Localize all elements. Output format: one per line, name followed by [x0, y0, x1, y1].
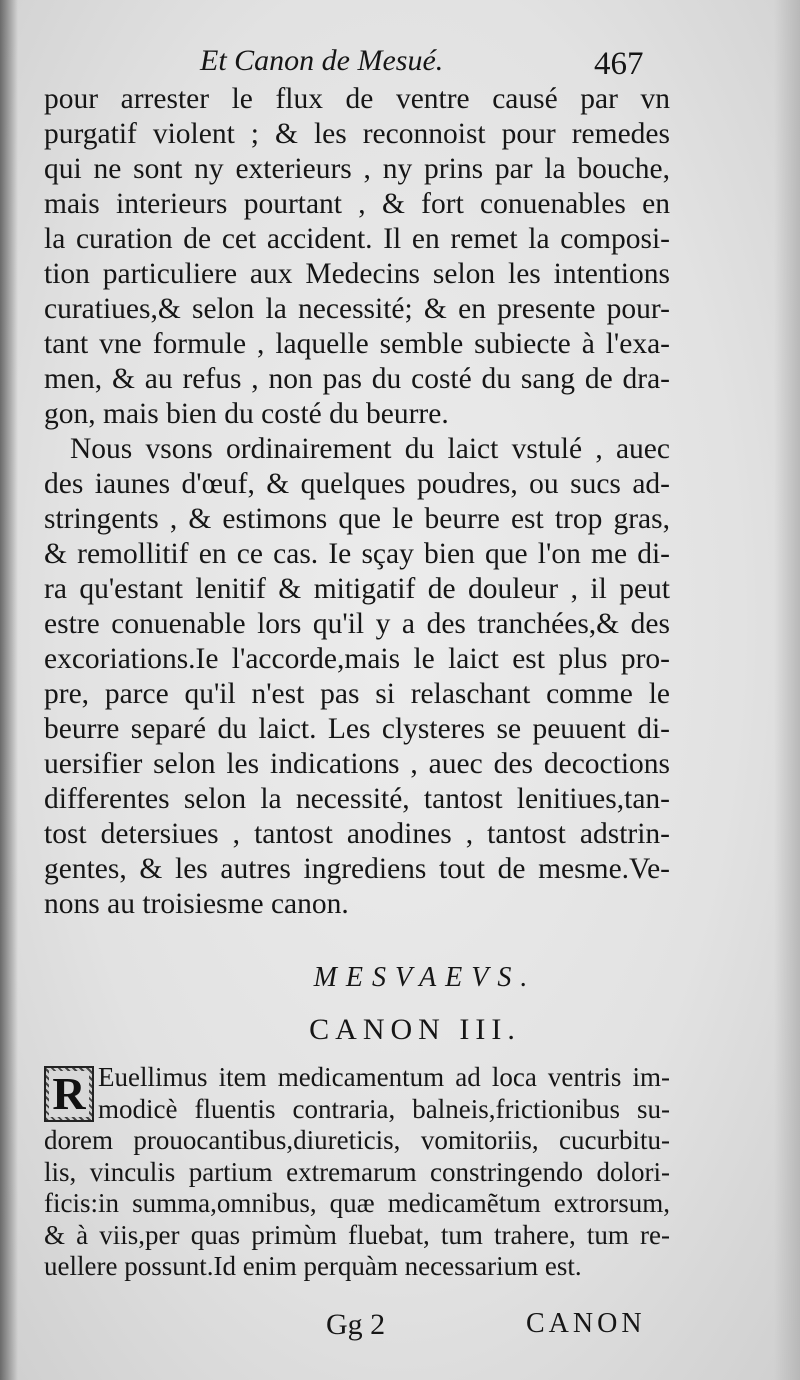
page-footer [0, 1308, 800, 1348]
section-heading-canon: CANON III. [309, 1013, 521, 1046]
catchword: CANON [526, 1308, 646, 1339]
text-line: modicè fluentis contraria, balneis,frictionibus su- [98, 1093, 670, 1124]
text-line: uersifier selon les indications , auec des decoctions [44, 748, 670, 780]
text-line: estre conuenable lors qu'il y a des tranchées,& des [44, 608, 670, 640]
text-line: lis, vinculis partium extremarum constringendo dolori- [44, 1156, 670, 1187]
text-line: beurre separé du laict. Les clysteres se peuuent di- [44, 713, 670, 745]
drop-cap-ornament [44, 1066, 94, 1122]
text-line: qui ne sont ny exterieurs , ny prins par la bouche, [44, 153, 670, 185]
section-heading-author: MESVAEVS. [313, 962, 537, 993]
signature-mark: Gg 2 [326, 1308, 386, 1341]
text-line: & remollitif en ce cas. Ie sçay bien que l'on me di- [44, 538, 670, 570]
text-line: differentes selon la necessité, tantost lenitiues,tan- [44, 783, 670, 815]
text-line: tion particuliere aux Medecins selon les intentions [44, 258, 670, 290]
page-edge-shadow [774, 0, 800, 1380]
paragraph-2 [44, 432, 670, 922]
french-commentary [44, 82, 670, 922]
text-line: Euellimus item medicamentum ad loca ventris im- [98, 1062, 670, 1092]
text-line: uellere possunt.Id enim perquàm necessarium est. [44, 1251, 582, 1281]
running-head: Et Canon de Mesué. [200, 44, 444, 77]
text-line: men, & au refus , non pas du costé du sang de dra- [44, 363, 670, 395]
text-line: stringents , & estimons que le beurre est trop gras, [44, 503, 670, 535]
text-line: mais interieurs pourtant , & fort conuenables en [44, 188, 670, 220]
text-line: gentes, & les autres ingrediens tout de mesme.Ve- [44, 853, 670, 885]
text-line: dorem prouocantibus,diureticis, vomitoriis, cucurbitu- [44, 1125, 670, 1155]
text-line: excoriations.Ie l'accorde,mais le laict est plus pro- [44, 643, 670, 675]
text-line: tant vne formule , laquelle semble subiecte à l'exa- [44, 328, 670, 360]
text-line: Nous vsons ordinairement du laict vstulé , auec [70, 433, 670, 465]
text-line: pre, parce qu'il n'est pas si relaschant comme le [44, 678, 670, 710]
text-line: curatiues,& selon la necessité; & en presente pour- [44, 293, 670, 325]
paragraph-1 [44, 82, 670, 432]
page-header [0, 44, 800, 84]
text-line: la curation de cet accident. Il en remet la composi- [44, 223, 670, 255]
drop-cap-letter: R [49, 1071, 88, 1117]
page-gutter-shadow [0, 0, 18, 1380]
text-line: pour arrester le flux de ventre causé par vn [44, 83, 670, 115]
text-line: & à viis,per quas primùm fluebat, tum trahere, tum re- [44, 1219, 670, 1250]
text-line: ficis:in summa,omnibus, quæ medicamẽtum extrorsum, [44, 1188, 670, 1218]
page-number: 467 [594, 46, 644, 82]
text-line: tost detersiues , tantost anodines , tantost adstrin- [44, 818, 670, 850]
latin-canon-text [44, 1062, 670, 1283]
text-line: des iaunes d'œuf, & quelques poudres, ou sucs ad- [44, 468, 670, 500]
text-line: purgatif violent ; & les reconnoist pour remedes [44, 118, 670, 150]
text-line: ra qu'estant lenitif & mitigatif de douleur , il peut [44, 573, 670, 605]
text-line: gon, mais bien du costé du beurre. [44, 398, 449, 430]
text-line: nons au troisiesme canon. [44, 888, 349, 920]
